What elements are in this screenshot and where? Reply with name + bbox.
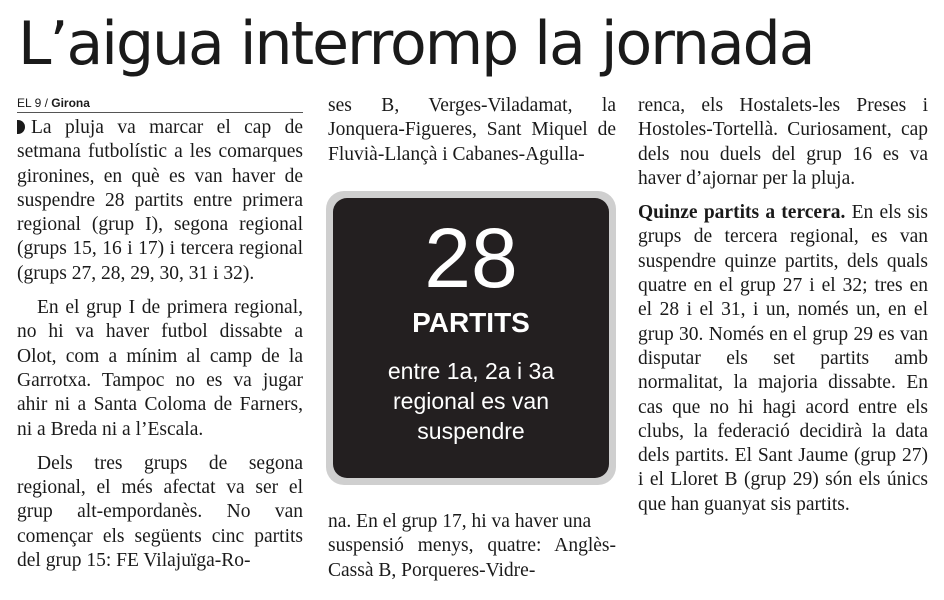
callout-word: PARTITS — [412, 307, 530, 338]
paragraph-1 — [17, 116, 303, 286]
kicker-separator: / — [41, 96, 52, 110]
kicker — [17, 96, 303, 113]
callout-description — [343, 356, 599, 446]
column-2-top — [328, 94, 616, 167]
callout-line-1: entre 1a, 2a i 3a — [387, 358, 555, 384]
kicker-location: Girona — [51, 96, 90, 110]
bullet-icon — [17, 120, 25, 134]
subhead: Quinze partits a tercera. — [638, 202, 846, 224]
column-3-paragraph-2 — [638, 201, 928, 517]
column-2-bottom-line-1: na. En el grup 17, hi va haver una — [328, 511, 592, 532]
callout-box — [333, 198, 609, 478]
column-3-paragraph-2-text: En els sis grups de tercera regional, es van suspendre quinze partits, dels quals quatre en el grup 27 i el 32; tres en el 28 i el 31, i un, només un, en el grup 30. Només en el grup 29 es van disputar els set partits amb normalitat, la majoria dissabte. En cas que no hi hagi acord entre els clubs, la federació decidirà la data dels partits. El Sant Jaume (grup 27) i el Lloret B (grup 29) són els únics que han guanyat sis partits. — [638, 202, 929, 515]
callout-line-2: regional es van — [393, 388, 549, 414]
column-3 — [638, 94, 928, 517]
paragraph-2: En el grup I de primera regional, no hi va haver futbol dissabte a Olot, com a mínim al camp de la Garrotxa. Tampoc no es va jugar ahir ni a Santa Coloma de Farners, ni a Breda ni a l’Escala. — [17, 297, 303, 440]
paragraph-1-text: La pluja va marcar el cap de setmana futbolístic a les comarques gironines, en què es van haver de suspendre 28 partits entre primera regional (grup I), segona regional (grups 15, 16 i 17) i tercera regional (grups 27, 28, 29, 30, 31 i 32). — [17, 117, 303, 284]
column-2-bottom — [328, 510, 616, 583]
callout-number: 28 — [424, 211, 518, 305]
column-1 — [17, 116, 303, 573]
headline: L’aigua interromp la jornada — [18, 9, 814, 79]
paragraph-3: Dels tres grups de segona regional, el més afectat va ser el grup alt-empordanès. No van començar els següents cinc partits del grup 15: FE Vilajuïga-Ro- — [17, 452, 303, 572]
column-2-bottom-line-2: suspensió menys, quatre: Anglès-Cassà B, Porqueres-Vidre- — [328, 535, 616, 581]
column-3-paragraph-1: renca, els Hostalets-les Preses i Hostoles-Tortellà. Curiosament, cap dels nou duels del grup 16 es va haver d’ajornar per la pluja. — [638, 95, 928, 189]
callout-line-3: suspendre — [417, 418, 525, 444]
column-2-top-text: ses B, Verges-Viladamat, la Jonquera-Figueres, Sant Miquel de Fluvià-Llançà i Cabanes-Agulla- — [328, 95, 616, 165]
kicker-source: EL 9 — [17, 96, 42, 110]
